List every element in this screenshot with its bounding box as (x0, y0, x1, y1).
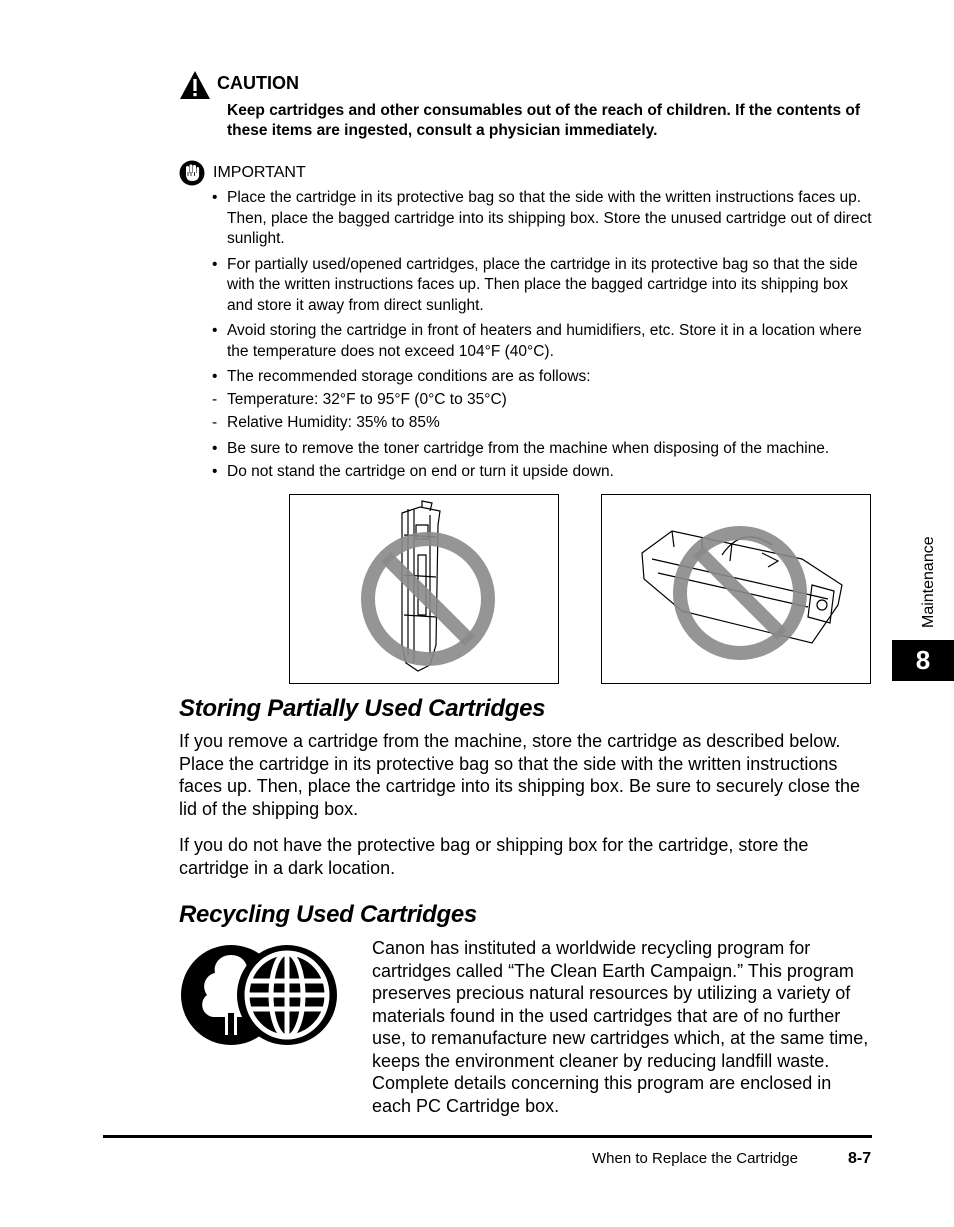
condition-item: - Temperature: 32°F to 95°F (0°C to 35°C) (212, 390, 507, 408)
caution-title: CAUTION (217, 73, 299, 93)
footer-divider (103, 1135, 872, 1138)
section-heading-storing: Storing Partially Used Cartridges (179, 695, 546, 722)
chapter-number-tab: 8 (892, 640, 954, 681)
caution-text: Keep cartridges and other consumables out of the reach of children. If the contents of these items are ingested, consult a physician immediately. (227, 102, 861, 139)
storing-paragraph-2: If you do not have the protective bag or shipping box for the cartridge, store the cartridge in a dark location. (179, 835, 809, 878)
list-item: • Be sure to remove the toner cartridge from the machine when disposing of the machine. (212, 439, 830, 457)
list-item: • For partially used/opened cartridges, place the cartridge in its protective bag so that the side with the written instructions faces up. Then place the bagged cartridge into its shipping box and store it away from direct sunlight. (212, 255, 858, 314)
list-item: • Avoid storing the cartridge in front of heaters and humidifiers, etc. Store it in a location where the temperature does not exceed 104°F (40°C). (212, 322, 862, 360)
cartridge-standing-figure (289, 494, 559, 684)
list-item: • Place the cartridge in its protective bag so that the side with the written instructions faces up. Then, place the bagged cartridge into its shipping box. Store the unused cartridge out of direct sunlight. (212, 189, 872, 247)
section-heading-recycling: Recycling Used Cartridges (179, 901, 477, 928)
storing-paragraph-1: If you remove a cartridge from the machine, store the cartridge as described below. Place the cartridge in its protective bag so that the side with the written instructions faces up. Then, place the cartridge into its shipping box. Be sure to securely close the lid of the shipping box. (179, 731, 861, 819)
recycling-paragraph: Canon has instituted a worldwide recycling program for cartridges called “The Clean Earth Campaign.” This program preserves precious natural resources by utilizing a variety of materials found in the used cartridges that are of no further use, to remanufacture new cartridges which, at the same time, keeps the environment cleaner by reducing landfill waste. Complete details concerning this program are enclosed in each PC Cartridge box. (372, 938, 869, 1116)
hand-stop-icon (179, 160, 205, 186)
condition-item: - Relative Humidity: 35% to 85% (212, 414, 440, 431)
chapter-side-label: Maintenance (920, 536, 937, 628)
cartridge-upside-down-figure (601, 494, 871, 684)
clean-earth-logo (179, 943, 339, 1047)
list-item: • The recommended storage conditions are as follows: (212, 368, 591, 385)
warning-triangle-icon (179, 70, 211, 100)
important-list (212, 188, 872, 488)
list-item: • Do not stand the cartridge on end or turn it upside down. (212, 463, 614, 480)
important-title: IMPORTANT (213, 164, 306, 181)
footer-section-title: When to Replace the Cartridge (592, 1150, 798, 1167)
page-number: 8-7 (848, 1150, 872, 1167)
